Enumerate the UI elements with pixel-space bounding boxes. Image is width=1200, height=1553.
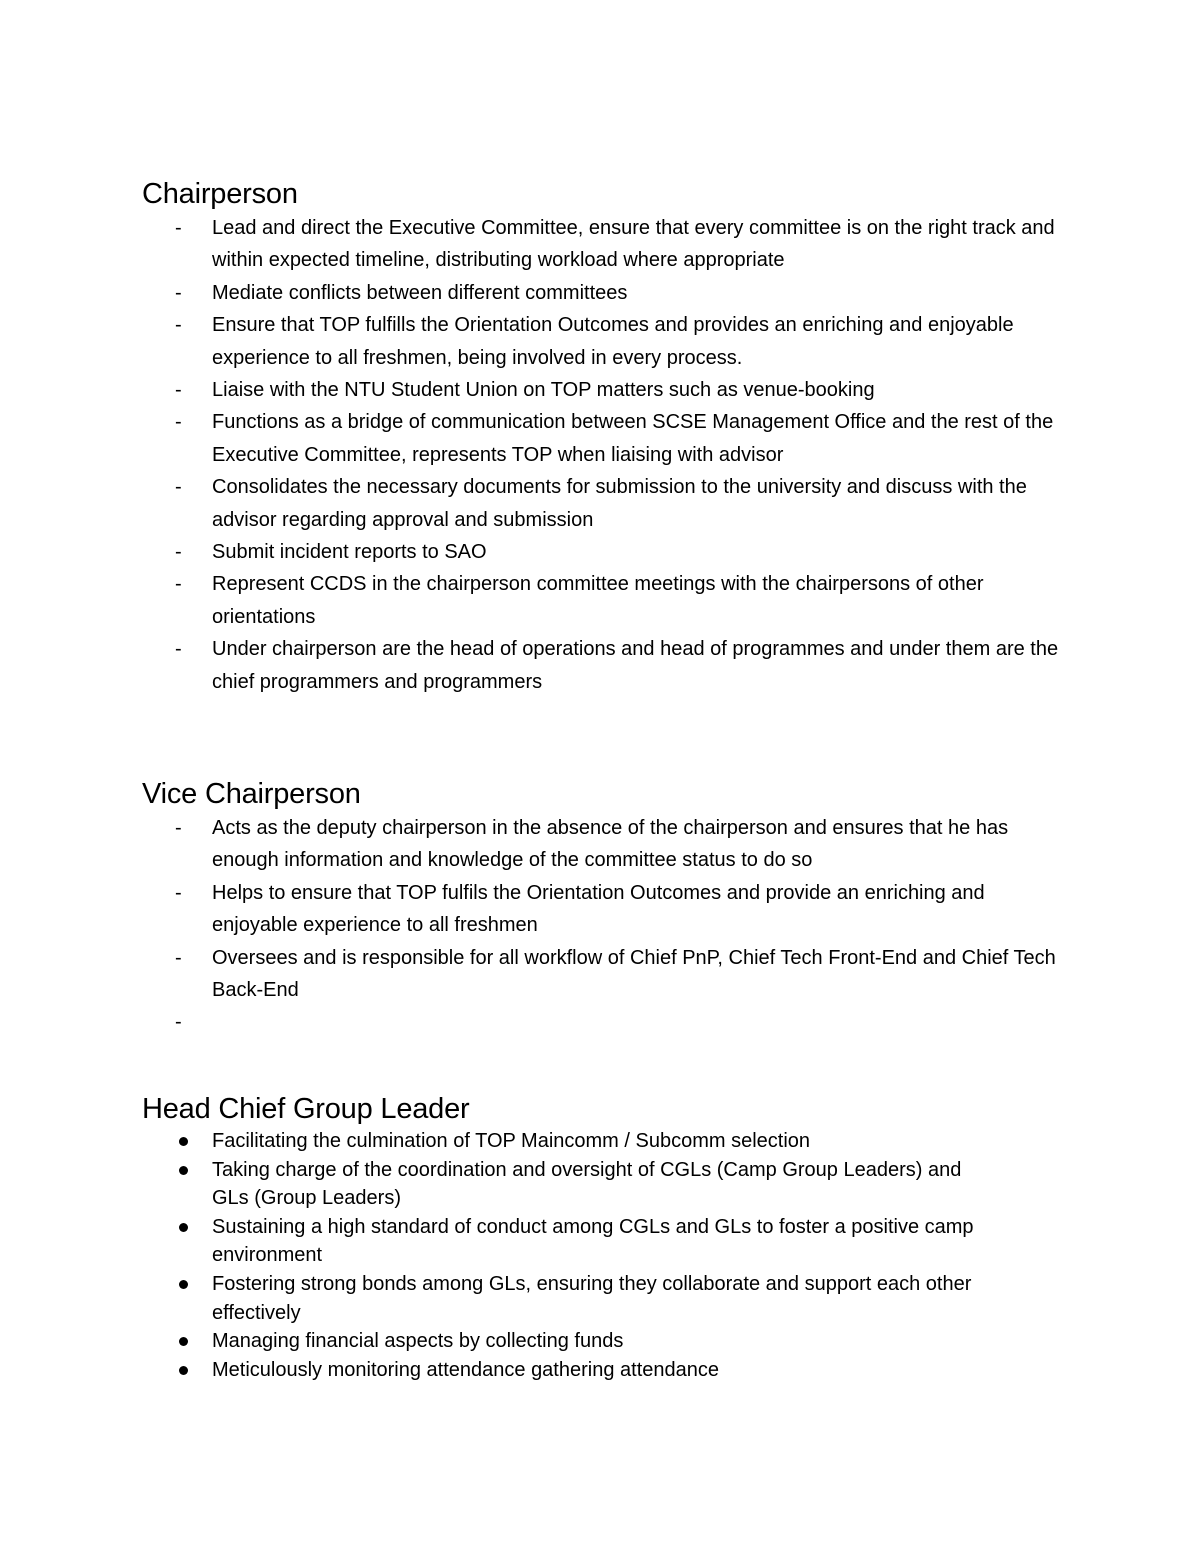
list-item-text: Represent CCDS in the chairperson committee meetings with the chairpersons of other orientations xyxy=(212,573,984,628)
responsibility-list xyxy=(142,1127,1072,1384)
list-item xyxy=(142,277,1072,309)
list-item xyxy=(142,1156,1072,1213)
list-item-text: Fostering strong bonds among GLs, ensuring they collaborate and support each other effectively xyxy=(212,1272,972,1324)
list-item-text: Helps to ensure that TOP fulfils the Orientation Outcomes and provide an enriching and enjoyable experience to all freshmen xyxy=(212,881,985,937)
dash-marker: - xyxy=(175,281,182,304)
list-item xyxy=(142,1356,1072,1385)
dash-marker: - xyxy=(175,476,182,499)
section-heading: Vice Chairperson xyxy=(142,778,361,810)
section-vice-chairperson xyxy=(142,776,1072,1039)
bullet-icon xyxy=(179,1223,188,1232)
dash-marker: - xyxy=(175,817,182,839)
list-item-text: Functions as a bridge of communication between SCSE Management Office and the rest of the Executive Committee, represents TOP when liaising with advisor xyxy=(212,411,1054,466)
list-item-text: Mediate conflicts between different committees xyxy=(212,281,628,304)
list-item-text: Consolidates the necessary documents for submission to the university and discuss with the advisor regarding approval and submission xyxy=(212,476,1027,531)
list-item xyxy=(142,374,1072,406)
dash-marker: - xyxy=(175,1011,182,1034)
dash-marker: - xyxy=(175,946,182,969)
list-item xyxy=(142,309,1072,374)
bullet-icon xyxy=(179,1366,188,1375)
dash-marker: - xyxy=(175,881,182,904)
list-item xyxy=(142,1006,1072,1038)
list-item-text: Liaise with the NTU Student Union on TOP matters such as venue-booking xyxy=(212,379,875,402)
responsibility-list xyxy=(142,812,1072,1039)
bullet-icon xyxy=(179,1280,188,1289)
list-item xyxy=(142,471,1072,536)
dash-marker: - xyxy=(175,379,182,402)
section-heading: Head Chief Group Leader xyxy=(142,1093,470,1125)
list-item-text: Acts as the deputy chairperson in the absence of the chairperson and ensures that he has enough information and knowledge of the committee status to do so xyxy=(212,817,1009,872)
list-item-text: Taking charge of the coordination and oversight of CGLs (Camp Group Leaders) and GLs (Group Leaders) xyxy=(212,1158,962,1210)
section-head-chief-group-leader xyxy=(142,1091,1072,1384)
dash-marker: - xyxy=(175,638,182,661)
list-item-text: Lead and direct the Executive Committee, ensure that every committee is on the right track and within expected timeline, distributing workload where appropriate xyxy=(212,217,1055,272)
list-item-text: Sustaining a high standard of conduct among CGLs and GLs to foster a positive camp environment xyxy=(212,1215,974,1267)
list-item-text: Submit incident reports to SAO xyxy=(212,541,487,564)
list-item xyxy=(142,633,1072,698)
list-item-text: Under chairperson are the head of operations and head of programmes and under them are the chief programmers and programmers xyxy=(212,638,1059,693)
dash-marker: - xyxy=(175,314,182,337)
dash-marker: - xyxy=(175,217,182,239)
list-item xyxy=(142,942,1072,1007)
dash-marker: - xyxy=(175,411,182,434)
list-item xyxy=(142,212,1072,277)
list-item xyxy=(142,1327,1072,1356)
list-item xyxy=(142,406,1072,471)
list-item-text: Oversees and is responsible for all workflow of Chief PnP, Chief Tech Front-End and Chief Tech Back-End xyxy=(212,946,1056,1002)
section-chairperson xyxy=(142,176,1072,698)
list-item xyxy=(142,536,1072,568)
list-item xyxy=(142,568,1072,633)
section-heading: Chairperson xyxy=(142,178,298,210)
dash-marker: - xyxy=(175,541,182,564)
list-item xyxy=(142,1127,1072,1156)
list-item xyxy=(142,1213,1072,1270)
list-item-text: Managing financial aspects by collecting funds xyxy=(212,1330,624,1353)
bullet-icon xyxy=(179,1166,188,1175)
bullet-icon xyxy=(179,1337,188,1346)
dash-marker: - xyxy=(175,573,182,596)
list-item xyxy=(142,1270,1072,1327)
list-item-text: Facilitating the culmination of TOP Maincomm / Subcomm selection xyxy=(212,1130,811,1152)
list-item-text: Meticulously monitoring attendance gathering attendance xyxy=(212,1358,719,1381)
bullet-icon xyxy=(179,1137,188,1146)
list-item-text: Ensure that TOP fulfills the Orientation Outcomes and provides an enriching and enjoyable experience to all freshmen, being involved in every process. xyxy=(212,314,1014,369)
responsibility-list xyxy=(142,212,1072,698)
list-item xyxy=(142,812,1072,877)
list-item xyxy=(142,877,1072,942)
